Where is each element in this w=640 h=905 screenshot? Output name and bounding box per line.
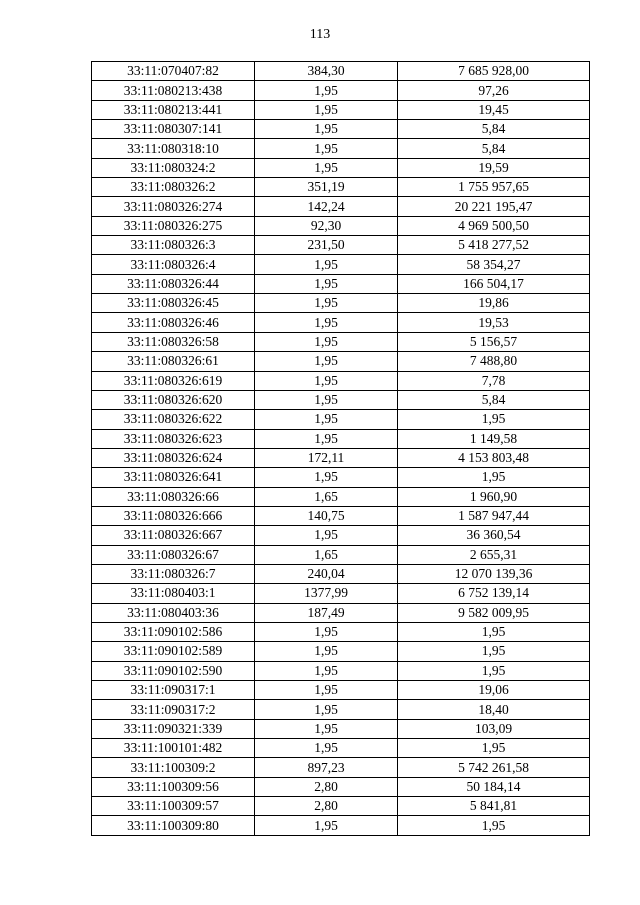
- cadastral-number-cell: 33:11:080326:623: [92, 429, 255, 448]
- table-row: [92, 390, 590, 409]
- table-row: [92, 487, 590, 506]
- table-row: [92, 564, 590, 583]
- area-cell: 92,30: [255, 216, 398, 235]
- area-cell: 231,50: [255, 236, 398, 255]
- area-cell: 1,65: [255, 487, 398, 506]
- cadastral-number-cell: 33:11:080324:2: [92, 158, 255, 177]
- cadastral-number-cell: 33:11:090317:2: [92, 700, 255, 719]
- table-row: [92, 777, 590, 796]
- table-row: [92, 178, 590, 197]
- value-cell: 97,26: [398, 81, 590, 100]
- table-row: [92, 700, 590, 719]
- area-cell: 240,04: [255, 564, 398, 583]
- cadastral-number-cell: 33:11:080326:66: [92, 487, 255, 506]
- area-cell: 1,95: [255, 429, 398, 448]
- table-row: [92, 120, 590, 139]
- value-cell: 5 156,57: [398, 332, 590, 351]
- cadastral-number-cell: 33:11:080326:2: [92, 178, 255, 197]
- cadastral-number-cell: 33:11:080326:67: [92, 545, 255, 564]
- area-cell: 1,65: [255, 545, 398, 564]
- value-cell: 36 360,54: [398, 526, 590, 545]
- area-cell: 1,95: [255, 255, 398, 274]
- cadastral-number-cell: 33:11:080326:58: [92, 332, 255, 351]
- table-row: [92, 719, 590, 738]
- value-cell: 12 070 139,36: [398, 564, 590, 583]
- table-row: [92, 371, 590, 390]
- value-cell: 1,95: [398, 739, 590, 758]
- cadastral-number-cell: 33:11:100309:80: [92, 816, 255, 835]
- cadastral-number-cell: 33:11:080326:275: [92, 216, 255, 235]
- area-cell: 1377,99: [255, 584, 398, 603]
- area-cell: 1,95: [255, 81, 398, 100]
- value-cell: 20 221 195,47: [398, 197, 590, 216]
- table-row: [92, 739, 590, 758]
- cadastral-number-cell: 33:11:080213:438: [92, 81, 255, 100]
- cadastral-number-cell: 33:11:080326:45: [92, 294, 255, 313]
- area-cell: 1,95: [255, 352, 398, 371]
- value-cell: 6 752 139,14: [398, 584, 590, 603]
- cadastral-number-cell: 33:11:090102:586: [92, 622, 255, 641]
- table-row: [92, 410, 590, 429]
- value-cell: 1,95: [398, 468, 590, 487]
- cadastral-number-cell: 33:11:090317:1: [92, 681, 255, 700]
- value-cell: 4 153 803,48: [398, 448, 590, 467]
- table-row: [92, 139, 590, 158]
- table-row: [92, 100, 590, 119]
- cadastral-number-cell: 33:11:100101:482: [92, 739, 255, 758]
- table-row: [92, 158, 590, 177]
- table-row: [92, 313, 590, 332]
- value-cell: 1,95: [398, 410, 590, 429]
- cadastral-number-cell: 33:11:080326:622: [92, 410, 255, 429]
- table-row: [92, 622, 590, 641]
- table-row: [92, 661, 590, 680]
- area-cell: 1,95: [255, 816, 398, 835]
- value-cell: 1 587 947,44: [398, 506, 590, 525]
- cadastral-number-cell: 33:11:080326:3: [92, 236, 255, 255]
- value-cell: 1,95: [398, 642, 590, 661]
- table-row: [92, 255, 590, 274]
- value-cell: 103,09: [398, 719, 590, 738]
- table-row: [92, 332, 590, 351]
- area-cell: 142,24: [255, 197, 398, 216]
- cadastral-number-cell: 33:11:080326:44: [92, 274, 255, 293]
- area-cell: 1,95: [255, 390, 398, 409]
- cadastral-number-cell: 33:11:080326:4: [92, 255, 255, 274]
- area-cell: 2,80: [255, 777, 398, 796]
- cadastral-number-cell: 33:11:080326:274: [92, 197, 255, 216]
- area-cell: 1,95: [255, 120, 398, 139]
- area-cell: 1,95: [255, 313, 398, 332]
- table-row: [92, 642, 590, 661]
- table-row: [92, 584, 590, 603]
- area-cell: 140,75: [255, 506, 398, 525]
- cadastral-number-cell: 33:11:080326:61: [92, 352, 255, 371]
- cadastral-number-cell: 33:11:080326:641: [92, 468, 255, 487]
- area-cell: 1,95: [255, 139, 398, 158]
- area-cell: 1,95: [255, 681, 398, 700]
- cadastral-number-cell: 33:11:080326:619: [92, 371, 255, 390]
- value-cell: 5,84: [398, 390, 590, 409]
- table-row: [92, 274, 590, 293]
- table-row: [92, 81, 590, 100]
- value-cell: 5 841,81: [398, 797, 590, 816]
- value-cell: 19,06: [398, 681, 590, 700]
- cadastral-number-cell: 33:11:080326:624: [92, 448, 255, 467]
- cadastral-number-cell: 33:11:080326:46: [92, 313, 255, 332]
- table-row: [92, 816, 590, 835]
- value-cell: 5,84: [398, 139, 590, 158]
- area-cell: 1,95: [255, 274, 398, 293]
- value-cell: 7,78: [398, 371, 590, 390]
- value-cell: 1,95: [398, 816, 590, 835]
- page-number: 113: [309, 27, 331, 42]
- cadastral-number-cell: 33:11:100309:56: [92, 777, 255, 796]
- cadastral-number-cell: 33:11:080326:666: [92, 506, 255, 525]
- value-cell: 19,86: [398, 294, 590, 313]
- table-body: [92, 62, 590, 836]
- value-cell: 4 969 500,50: [398, 216, 590, 235]
- value-cell: 58 354,27: [398, 255, 590, 274]
- value-cell: 50 184,14: [398, 777, 590, 796]
- area-cell: 1,95: [255, 719, 398, 738]
- value-cell: 7 685 928,00: [398, 62, 590, 81]
- area-cell: 1,95: [255, 700, 398, 719]
- value-cell: 7 488,80: [398, 352, 590, 371]
- cadastral-number-cell: 33:11:090102:589: [92, 642, 255, 661]
- cadastral-number-cell: 33:11:080403:36: [92, 603, 255, 622]
- table-row: [92, 197, 590, 216]
- table-row: [92, 429, 590, 448]
- value-cell: 1 149,58: [398, 429, 590, 448]
- table-row: [92, 352, 590, 371]
- table-row: [92, 681, 590, 700]
- table-row: [92, 797, 590, 816]
- table-row: [92, 545, 590, 564]
- value-cell: 1,95: [398, 661, 590, 680]
- value-cell: 19,59: [398, 158, 590, 177]
- area-cell: 384,30: [255, 62, 398, 81]
- table-row: [92, 448, 590, 467]
- value-cell: 18,40: [398, 700, 590, 719]
- cadastral-number-cell: 33:11:080326:7: [92, 564, 255, 583]
- area-cell: 1,95: [255, 661, 398, 680]
- area-cell: 897,23: [255, 758, 398, 777]
- area-cell: 1,95: [255, 526, 398, 545]
- value-cell: 1 755 957,65: [398, 178, 590, 197]
- value-cell: 166 504,17: [398, 274, 590, 293]
- value-cell: 1 960,90: [398, 487, 590, 506]
- table-row: [92, 62, 590, 81]
- value-cell: 19,53: [398, 313, 590, 332]
- value-cell: 5 418 277,52: [398, 236, 590, 255]
- cadastral-number-cell: 33:11:080326:620: [92, 390, 255, 409]
- cadastral-number-cell: 33:11:090321:339: [92, 719, 255, 738]
- area-cell: 1,95: [255, 410, 398, 429]
- cadastral-number-cell: 33:11:090102:590: [92, 661, 255, 680]
- table-row: [92, 468, 590, 487]
- area-cell: 2,80: [255, 797, 398, 816]
- value-cell: 2 655,31: [398, 545, 590, 564]
- value-cell: 5,84: [398, 120, 590, 139]
- value-cell: 1,95: [398, 622, 590, 641]
- area-cell: 1,95: [255, 371, 398, 390]
- cadastral-number-cell: 33:11:100309:57: [92, 797, 255, 816]
- area-cell: 1,95: [255, 158, 398, 177]
- area-cell: 1,95: [255, 100, 398, 119]
- cadastral-number-cell: 33:11:100309:2: [92, 758, 255, 777]
- area-cell: 172,11: [255, 448, 398, 467]
- table-row: [92, 216, 590, 235]
- table-row: [92, 603, 590, 622]
- area-cell: 1,95: [255, 332, 398, 351]
- area-cell: 187,49: [255, 603, 398, 622]
- value-cell: 5 742 261,58: [398, 758, 590, 777]
- area-cell: 1,95: [255, 294, 398, 313]
- table-row: [92, 526, 590, 545]
- cadastral-number-cell: 33:11:080307:141: [92, 120, 255, 139]
- cadastral-number-cell: 33:11:080403:1: [92, 584, 255, 603]
- table-row: [92, 236, 590, 255]
- area-cell: 1,95: [255, 642, 398, 661]
- cadastral-number-cell: 33:11:080213:441: [92, 100, 255, 119]
- table-row: [92, 506, 590, 525]
- cadastral-number-cell: 33:11:080318:10: [92, 139, 255, 158]
- table-row: [92, 294, 590, 313]
- area-cell: 1,95: [255, 622, 398, 641]
- table-row: [92, 758, 590, 777]
- area-cell: 351,19: [255, 178, 398, 197]
- data-table: [91, 61, 590, 836]
- area-cell: 1,95: [255, 468, 398, 487]
- cadastral-number-cell: 33:11:070407:82: [92, 62, 255, 81]
- value-cell: 19,45: [398, 100, 590, 119]
- value-cell: 9 582 009,95: [398, 603, 590, 622]
- area-cell: 1,95: [255, 739, 398, 758]
- cadastral-number-cell: 33:11:080326:667: [92, 526, 255, 545]
